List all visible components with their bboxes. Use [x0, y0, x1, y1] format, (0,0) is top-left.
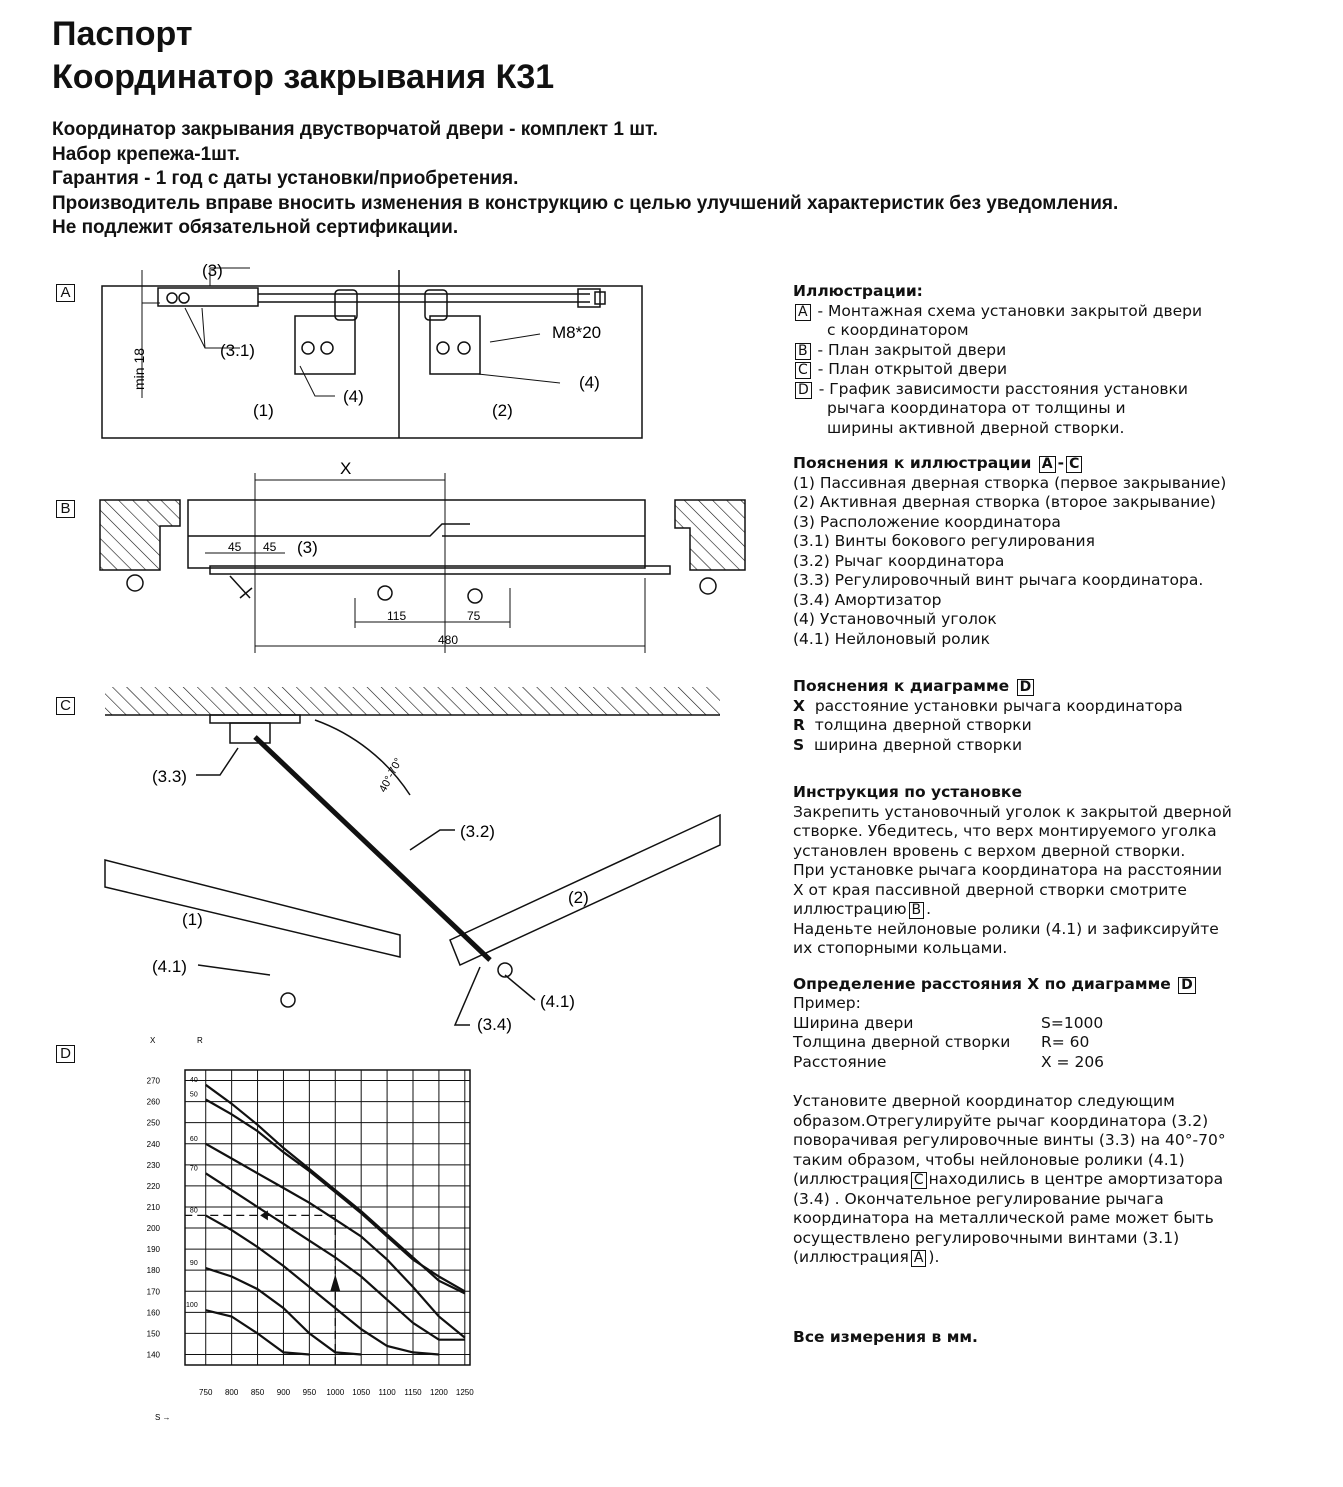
y-tick-label: 260	[146, 1097, 160, 1107]
illus-item: C - План открытой двери	[793, 360, 1313, 380]
fig-a-tag: A	[56, 284, 75, 302]
y-tick-label: 180	[146, 1266, 160, 1276]
page-title: Паспорт	[52, 15, 193, 53]
diagram-legend-section	[793, 677, 1313, 755]
figure-d-chart	[140, 1035, 480, 1422]
illus-tag: D	[795, 382, 812, 399]
door-leaf	[188, 500, 645, 568]
label-3-3: (3.3)	[152, 767, 187, 786]
x-axis-label: S →	[155, 1413, 171, 1422]
label-45a: 45	[228, 540, 242, 554]
illus-tag: B	[795, 343, 811, 360]
intro-line: Не подлежит обязательной сертификации.	[52, 217, 459, 238]
intro-line: Набор крепежа-1шт.	[52, 143, 240, 165]
expl-item: (2) Активная дверная створка (второе закрывание)	[793, 493, 1216, 511]
y-tick-label: 270	[146, 1076, 160, 1086]
illus-item: B - План закрытой двери	[793, 341, 1313, 361]
expl-item: (3.2) Рычаг координатора	[793, 551, 1005, 570]
expl-item: (3.3) Регулировочный винт рычага координатора.	[793, 571, 1204, 589]
label-4-1b: (4.1)	[540, 992, 575, 1011]
footer-note: Все измерения в мм.	[793, 1327, 978, 1346]
illus-item: A - Монтажная схема установки закрытой двери	[793, 302, 1313, 322]
def-row: Ширина двери S=1000	[793, 1013, 1104, 1032]
label-3: (3)	[297, 538, 318, 557]
mount-bracket-left	[295, 316, 355, 374]
label-1: (1)	[253, 401, 274, 420]
expl-heading: Пояснения к иллюстрации A - C	[793, 454, 1313, 474]
series-axis-label: R	[197, 1036, 203, 1045]
label-1: (1)	[182, 910, 203, 929]
series-label: 60	[189, 1135, 198, 1143]
right-column	[793, 282, 1313, 1347]
label-4a: (4)	[343, 387, 364, 406]
y-tick-label: 230	[146, 1160, 160, 1170]
label-4-1a: (4.1)	[152, 957, 187, 976]
explanation-section	[793, 454, 1313, 649]
label-4b: (4)	[579, 373, 600, 392]
label-x: X	[340, 459, 352, 478]
setup-section: Установите дверной координатор следующим образом.Отрегулируйте рычаг координатора (3.2) поворачивая регулировочные винты (3.3) на 40°-70° таким образом, чтобы нейлоновые ролики (4.1) (иллюстрация C находились в центре амортизатора (3.4) . Окончательное регулирование рычага координатора на металлической раме может быть осуществлено регулировочными винтами (3.1) (иллюстрация A ).	[793, 1092, 1226, 1266]
def-row: Расстояние X = 206	[793, 1052, 1105, 1071]
intro-line: Гарантия - 1 год с даты установки/приобретения.	[52, 168, 519, 189]
expl-item: (1) Пассивная дверная створка (первое закрывание)	[793, 473, 1227, 492]
x-tick-label: 900	[276, 1388, 291, 1397]
install-section: Инструкция по установке Закрепить установочный уголок к закрытой дверной створке. Убедитесь, что верх монтируемого уголка установлен вровень с верхом дверной створки. При установке рычага координатора на расстоянии X от края пассивной дверной створки смотрите иллюстрацию B . Наденьте нейлоновые ролики (4.1) и зафиксируйте их стопорными кольцами.	[793, 783, 1313, 959]
x-tick-label: 750	[199, 1388, 213, 1397]
series-label: 40	[189, 1076, 198, 1084]
chart-grid	[185, 1070, 470, 1365]
fig-b-tag: B	[56, 500, 75, 518]
wall-left	[100, 500, 180, 570]
arrow-up	[330, 1274, 340, 1291]
intro-line: Производитель вправе вносить изменения в конструкцию с целью улучшений характеристик без уведомления.	[52, 192, 1119, 214]
expl-item: (4.1) Нейлоновый ролик	[793, 629, 990, 648]
wall-right	[675, 500, 745, 570]
illus-tag: A	[795, 304, 811, 321]
illus-item: с координатором	[827, 321, 969, 339]
label-480: 480	[438, 633, 459, 647]
intro-line: Координатор закрывания двустворчатой двери - комплект 1 шт.	[52, 119, 658, 140]
product-title: Координатор закрывания К31	[52, 58, 555, 96]
label-min18: min 18	[131, 347, 147, 390]
illus-heading: Иллюстрации:	[793, 282, 923, 300]
x-tick-label: 800	[224, 1388, 239, 1397]
diag-item: S ширина дверной створки	[793, 735, 1023, 754]
door-outline	[102, 286, 642, 438]
label-3-4: (3.4)	[477, 1015, 512, 1034]
series-label: 70	[189, 1165, 198, 1173]
label-115: 115	[387, 609, 407, 623]
fig-d-tag: D	[56, 1045, 75, 1063]
leaf-1	[105, 860, 400, 957]
inst-heading: Инструкция по установке	[793, 783, 1022, 801]
y-tick-label: 220	[146, 1181, 160, 1191]
x-tick-label: 1250	[455, 1388, 474, 1397]
label-3: (3)	[202, 261, 223, 280]
y-tick-label: 160	[146, 1308, 160, 1318]
label-2: (2)	[568, 888, 589, 907]
label-3-1: (3.1)	[220, 341, 255, 360]
angle-label: 40°-70°	[377, 756, 405, 795]
y-tick-label: 190	[146, 1245, 160, 1255]
expl-item: (3.1) Винты бокового регулирования	[793, 532, 1095, 550]
intro-block	[52, 118, 1332, 241]
label-45b: 45	[263, 540, 277, 554]
y-tick-label: 250	[146, 1118, 160, 1128]
y-tick-label: 150	[146, 1329, 160, 1339]
y-tick-label: 170	[146, 1287, 160, 1297]
series-label: 100	[186, 1302, 198, 1310]
expl-item: (4) Установочный уголок	[793, 610, 997, 628]
chart-series	[185, 1085, 465, 1365]
chart-labels	[147, 1036, 475, 1422]
def-heading: Определение расстояния X по диаграмме D	[793, 975, 1313, 995]
expl-item: (3) Расположение координатора	[793, 512, 1061, 531]
fig-c-tag: C	[56, 697, 75, 715]
diag-heading: Пояснения к диаграмме D	[793, 677, 1313, 697]
series-label: 90	[189, 1260, 198, 1268]
illustrations-section	[793, 282, 1313, 438]
x-tick-label: 950	[302, 1388, 317, 1397]
label-3-2: (3.2)	[460, 822, 495, 841]
ceiling-hatch	[105, 687, 720, 715]
definition-section: Определение расстояния X по диаграмме D Пример: Ширина двери S=1000 Толщина дверной створки R= 60 Расстояние X = 206	[793, 975, 1313, 1073]
label-m8: M8*20	[552, 323, 602, 342]
y-tick-label: 210	[146, 1202, 160, 1212]
diag-item: X расстояние установки рычага координатора	[793, 696, 1183, 715]
y-tick-label: 200	[146, 1224, 160, 1234]
figure-a-installation	[90, 258, 660, 443]
y-tick-label: 140	[146, 1350, 160, 1360]
illus-tag: C	[795, 362, 811, 379]
def-row: Толщина дверной створки R= 60	[793, 1033, 1090, 1051]
chart-frame	[185, 1070, 470, 1365]
x-tick-label: 1200	[430, 1388, 448, 1397]
illus-item: рычага координатора от толщины и	[827, 399, 1126, 417]
y-axis-label: X	[150, 1036, 156, 1045]
x-tick-label: 1000	[326, 1388, 345, 1397]
x-tick-label: 1150	[404, 1388, 422, 1397]
x-tick-label: 850	[250, 1388, 265, 1397]
illus-item: D - График зависимости расстояния установки	[793, 380, 1313, 400]
series-label: 50	[189, 1091, 198, 1099]
label-75: 75	[467, 609, 481, 623]
label-2: (2)	[492, 401, 513, 420]
y-tick-label: 240	[146, 1139, 160, 1149]
figure-b-closed-door	[90, 458, 755, 658]
figure-c-open-door	[100, 675, 730, 1035]
x-tick-label: 1050	[352, 1388, 371, 1397]
x-tick-label: 1100	[378, 1388, 396, 1397]
illus-item: ширины активной дверной створки.	[827, 418, 1125, 437]
expl-item: (3.4) Амортизатор	[793, 590, 942, 609]
coordinator-arm	[255, 737, 490, 960]
diag-item: R толщина дверной створки	[793, 716, 1032, 734]
series-label: 80	[189, 1207, 198, 1215]
